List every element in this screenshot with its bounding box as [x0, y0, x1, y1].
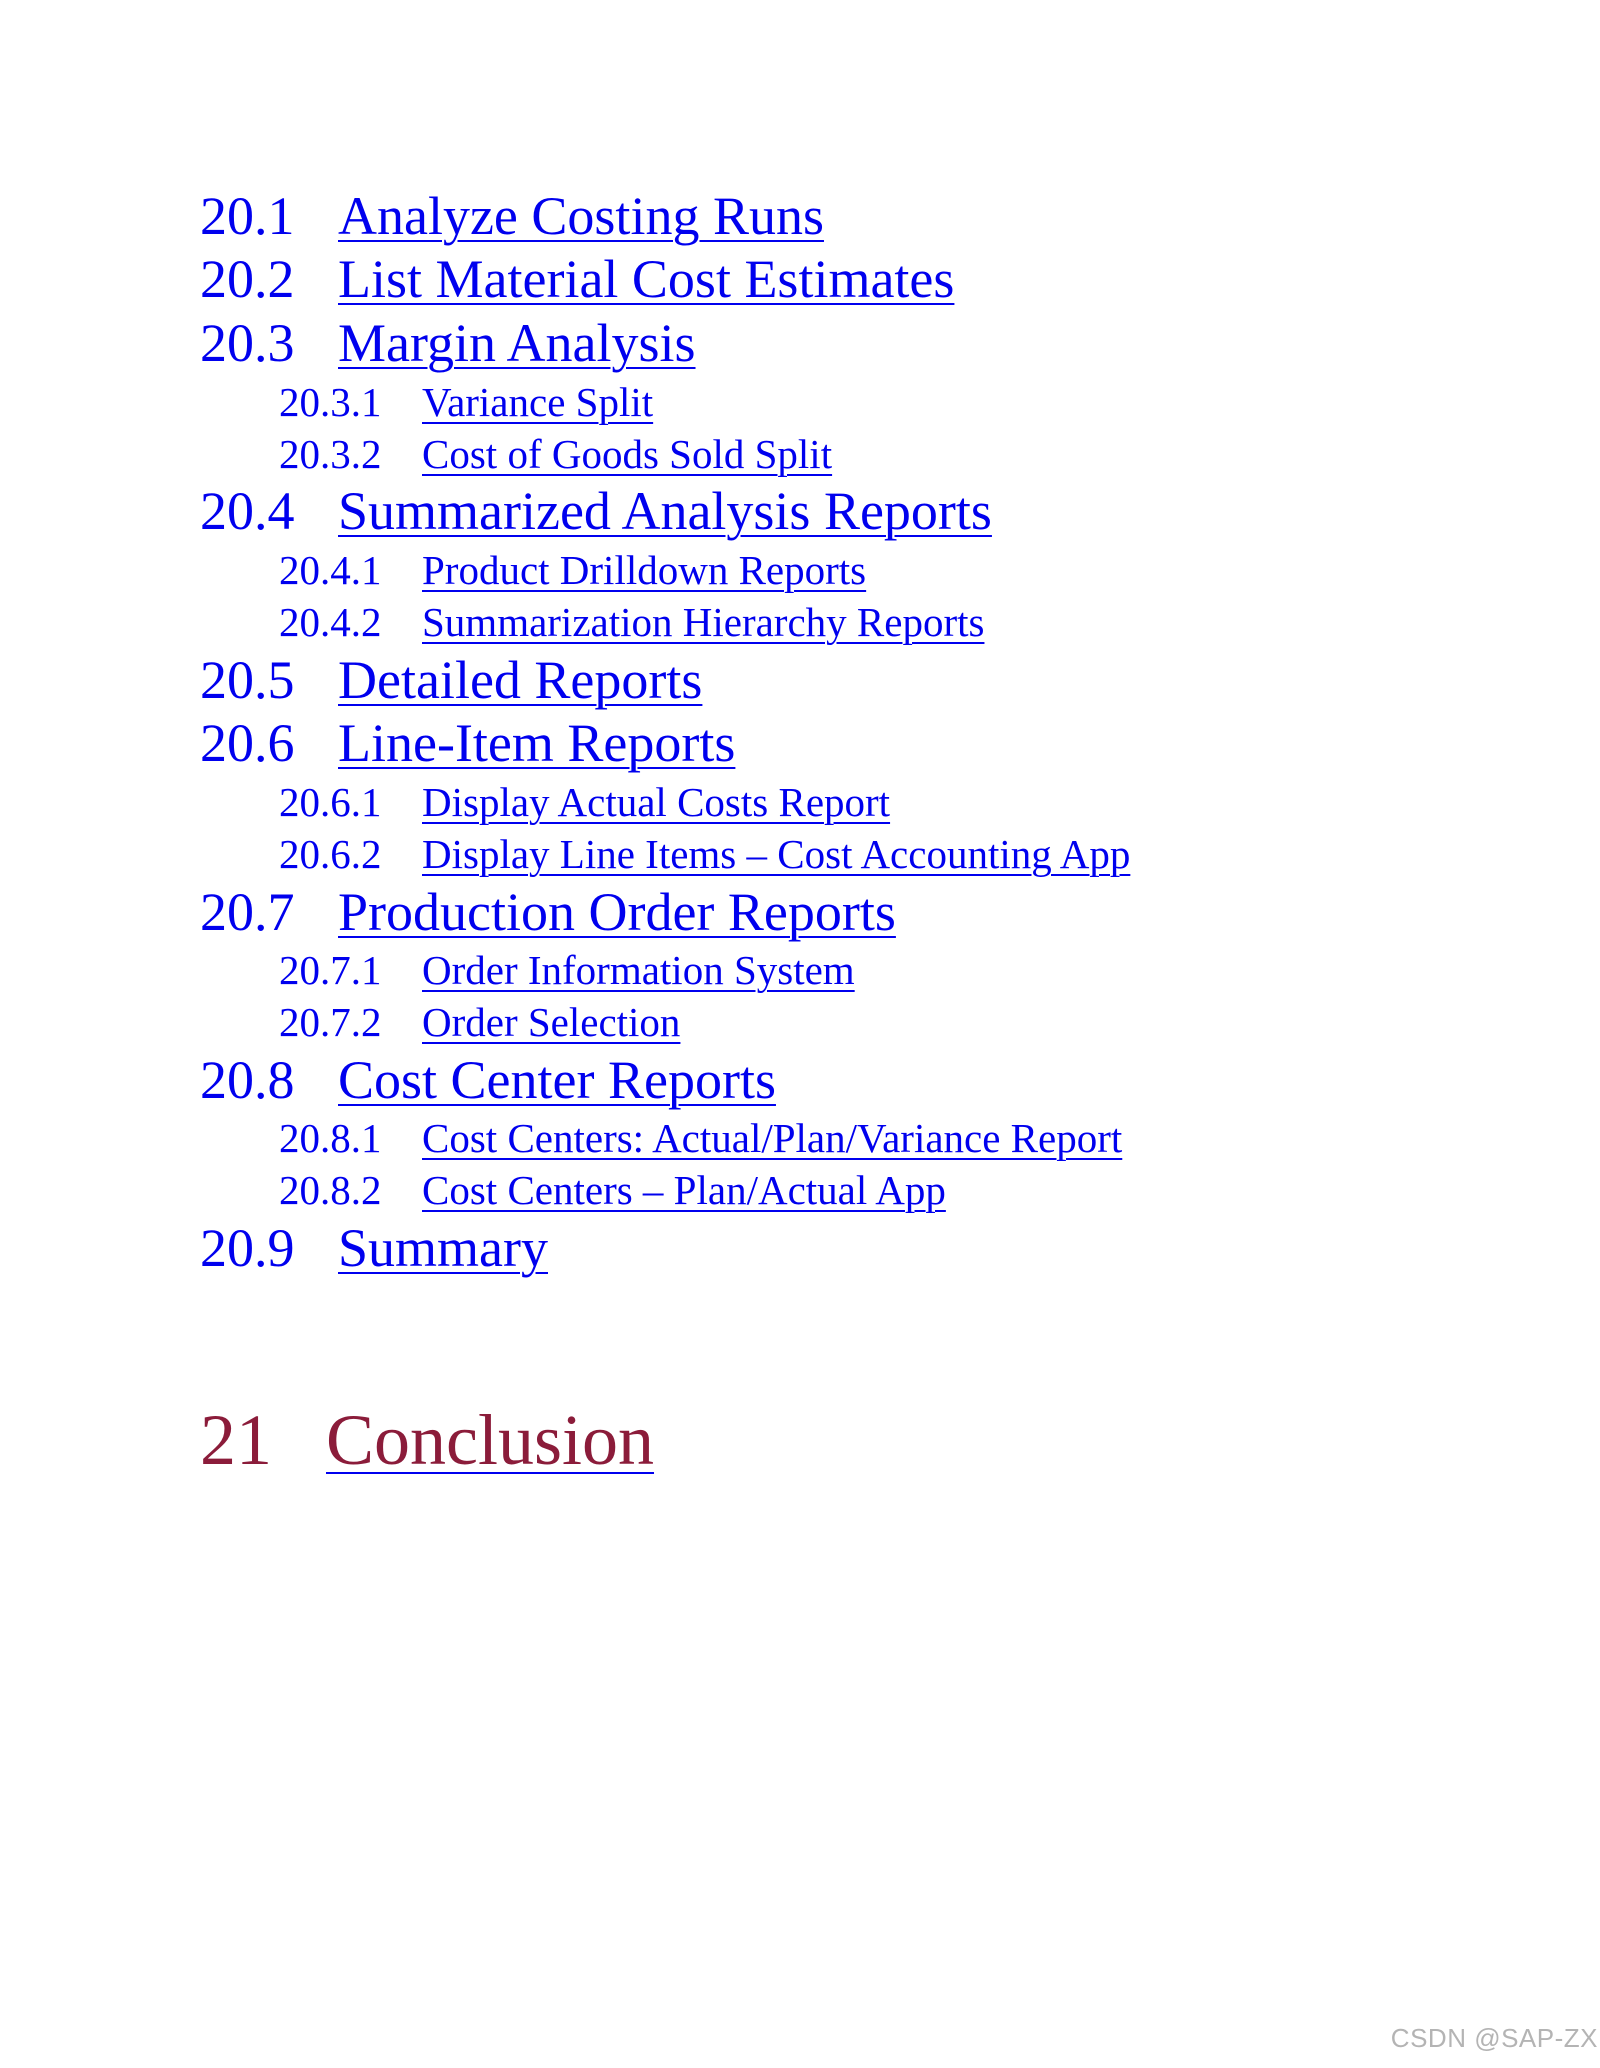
toc-entry-20-7-2[interactable]: [279, 998, 680, 1046]
toc-entry-title: Cost Centers – Plan/Actual App: [422, 1167, 946, 1213]
toc-entry-20-6-1[interactable]: [279, 778, 890, 826]
watermark: CSDN @SAP-ZX: [1390, 2023, 1598, 2053]
toc-entry-title: Order Selection: [422, 999, 681, 1045]
toc-entry-number: 20.1: [200, 186, 295, 246]
toc-entry-number: 20.6.2: [279, 831, 382, 877]
toc-entry-number: 20.3: [200, 313, 295, 373]
toc-entry-20-5[interactable]: [200, 650, 702, 710]
toc-entry-title: Order Information System: [422, 947, 855, 993]
chapter-title: Conclusion: [326, 1400, 655, 1480]
toc-entry-title: Analyze Costing Runs: [338, 186, 824, 246]
toc-entry-20-4[interactable]: [200, 481, 992, 541]
toc-entry-title: Summary: [338, 1218, 548, 1278]
toc-entry-number: 20.4: [200, 481, 295, 541]
toc-entry-number: 20.6.1: [279, 779, 382, 825]
toc-entry-20-4-2[interactable]: [279, 598, 984, 646]
toc-entry-20-3[interactable]: [200, 313, 696, 373]
toc-entry-20-4-1[interactable]: [279, 546, 866, 594]
toc-entry-number: 20.8: [200, 1050, 295, 1110]
toc-entry-number: 20.4.2: [279, 599, 382, 645]
toc-entry-number: 20.7.2: [279, 999, 382, 1045]
toc-entry-20-1[interactable]: [200, 186, 824, 246]
toc-entry-number: 20.6: [200, 713, 295, 773]
toc-entry-20-3-1[interactable]: [279, 378, 653, 426]
toc-entry-number: 20.4.1: [279, 547, 382, 593]
toc-entry-title: Variance Split: [422, 379, 654, 425]
toc-entry-title: Cost of Goods Sold Split: [422, 431, 833, 477]
toc-entry-20-3-2[interactable]: [279, 430, 832, 478]
toc-entry-title: Display Line Items – Cost Accounting App: [422, 831, 1131, 877]
toc-entry-20-6[interactable]: [200, 713, 735, 773]
toc-entry-number: 20.7: [200, 882, 295, 942]
toc-entry-title: Cost Centers: Actual/Plan/Variance Report: [422, 1115, 1123, 1161]
toc-entry-number: 20.7.1: [279, 947, 382, 993]
toc-entry-number: 20.8.1: [279, 1115, 382, 1161]
toc-entry-20-7[interactable]: [200, 882, 896, 942]
toc-entry-number: 20.2: [200, 249, 295, 309]
toc-entry-title: Summarized Analysis Reports: [338, 481, 992, 541]
toc-entry-title: Margin Analysis: [338, 313, 696, 373]
toc-entry-20-2[interactable]: [200, 249, 954, 309]
toc-entry-20-8-2[interactable]: [279, 1166, 946, 1214]
toc-entry-title: Line-Item Reports: [338, 713, 736, 773]
toc-entry-number: 20.5: [200, 650, 295, 710]
toc-entry-title: List Material Cost Estimates: [338, 249, 955, 309]
chapter-heading-21[interactable]: [200, 1398, 654, 1482]
toc-entry-title: Product Drilldown Reports: [422, 547, 867, 593]
toc-entry-20-7-1[interactable]: [279, 946, 855, 994]
toc-entry-20-8[interactable]: [200, 1050, 776, 1110]
toc-entry-title: Summarization Hierarchy Reports: [422, 599, 985, 645]
toc-entry-title: Cost Center Reports: [338, 1050, 776, 1110]
toc-entry-title: Detailed Reports: [338, 650, 703, 710]
toc-entry-number: 20.3.2: [279, 431, 382, 477]
toc-entry-20-8-1[interactable]: [279, 1114, 1122, 1162]
toc-entry-number: 20.9: [200, 1218, 295, 1278]
chapter-number: 21: [200, 1400, 272, 1480]
toc-entry-number: 20.8.2: [279, 1167, 382, 1213]
toc-entry-number: 20.3.1: [279, 379, 382, 425]
toc-entry-title: Display Actual Costs Report: [422, 779, 891, 825]
toc-entry-20-9[interactable]: [200, 1218, 548, 1278]
toc-entry-20-6-2[interactable]: [279, 830, 1130, 878]
toc-entry-title: Production Order Reports: [338, 882, 896, 942]
